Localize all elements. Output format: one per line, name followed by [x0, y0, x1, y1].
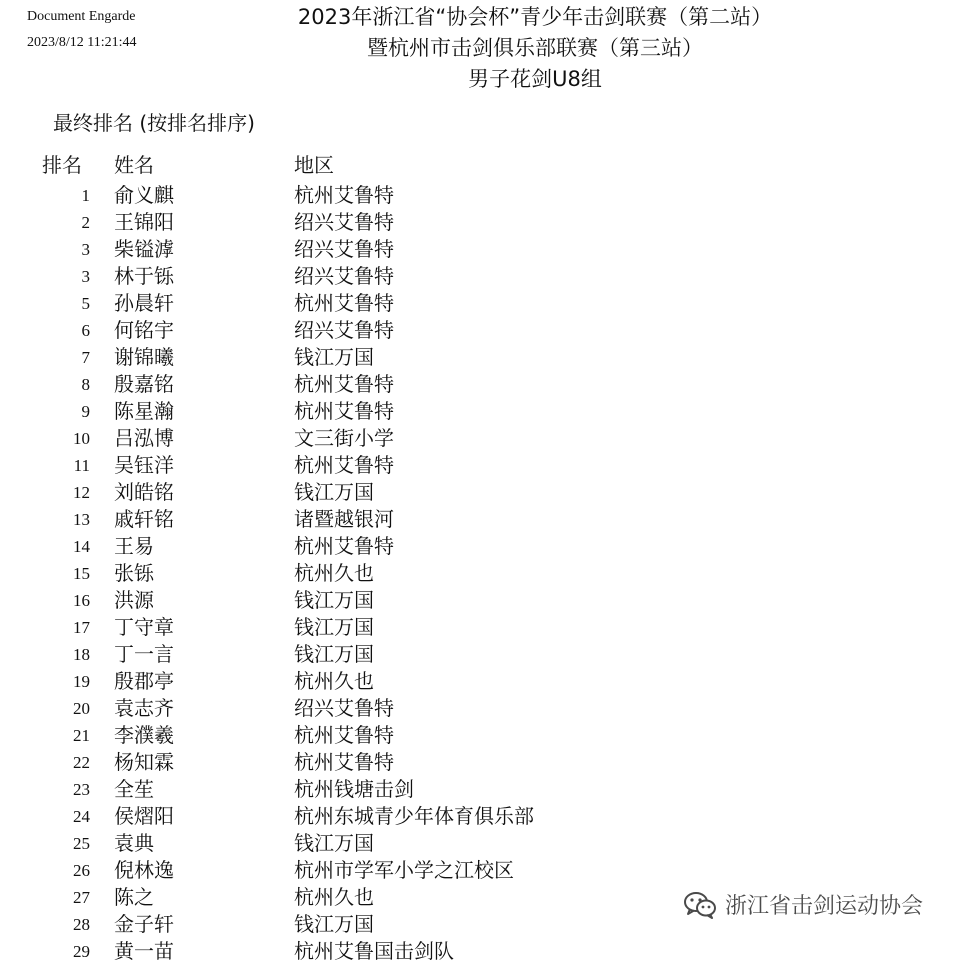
name-cell: 黄一苗 [114, 939, 174, 963]
region-cell: 杭州艾鲁国击剑队 [294, 939, 454, 963]
region-cell: 杭州久也 [294, 669, 374, 693]
table-row [0, 803, 953, 830]
rank-cell: 18 [73, 645, 90, 664]
region-cell: 钱江万国 [294, 615, 374, 639]
header-region: 地区 [294, 153, 334, 177]
rank-cell: 10 [73, 429, 90, 448]
name-cell: 陈星瀚 [114, 399, 174, 423]
table-row [0, 668, 953, 695]
rank-cell: 7 [81, 348, 90, 367]
name-cell: 丁一言 [114, 642, 174, 666]
title-line-1: 2023年浙江省“协会杯”青少年击剑联赛（第二站） [297, 5, 773, 29]
name-cell: 袁志齐 [114, 696, 174, 720]
rank-cell: 11 [73, 456, 90, 475]
rank-cell: 3 [81, 240, 90, 259]
table-row [0, 506, 953, 533]
rank-cell: 12 [73, 483, 90, 502]
name-cell: 丁守章 [114, 615, 174, 639]
report-datetime: 2023/8/12 11:21:44 [27, 35, 137, 50]
table-row [0, 641, 953, 668]
table-row [0, 614, 953, 641]
region-cell: 诸暨越银河 [294, 507, 394, 531]
table-row [0, 533, 953, 560]
name-cell: 张铄 [114, 561, 154, 585]
table-row [0, 479, 953, 506]
table-row [0, 182, 953, 209]
table-row [0, 857, 953, 884]
rank-cell: 3 [81, 267, 90, 286]
table-row [0, 371, 953, 398]
name-cell: 全苼 [114, 777, 154, 801]
table-header [0, 150, 953, 182]
rank-cell: 5 [81, 294, 90, 313]
rank-cell: 26 [73, 861, 90, 880]
ranking-table [0, 150, 953, 965]
rank-cell: 19 [73, 672, 90, 691]
name-cell: 李濮羲 [114, 723, 174, 747]
region-cell: 杭州艾鲁特 [294, 723, 394, 747]
wechat-icon [683, 891, 717, 919]
table-row [0, 749, 953, 776]
rank-cell: 23 [73, 780, 90, 799]
table-row [0, 560, 953, 587]
rank-cell: 25 [73, 834, 90, 853]
region-cell: 杭州久也 [294, 885, 374, 909]
region-cell: 绍兴艾鲁特 [294, 318, 394, 342]
name-cell: 杨知霖 [114, 750, 174, 774]
rank-cell: 21 [73, 726, 90, 745]
table-row [0, 263, 953, 290]
name-cell: 殷嘉铭 [114, 372, 174, 396]
ranking-subtitle: 最终排名 (按排名排序) [53, 111, 255, 135]
name-cell: 王锦阳 [114, 210, 174, 234]
name-cell: 林于铄 [114, 264, 174, 288]
name-cell: 俞义麒 [114, 183, 174, 207]
watermark [683, 889, 923, 920]
rank-cell: 24 [73, 807, 90, 826]
table-row [0, 695, 953, 722]
rank-cell: 2 [81, 213, 90, 232]
name-cell: 戚轩铭 [114, 507, 174, 531]
table-row [0, 209, 953, 236]
name-cell: 袁典 [114, 831, 154, 855]
rank-cell: 22 [73, 753, 90, 772]
rank-cell: 6 [81, 321, 90, 340]
header-rank: 排名 [42, 153, 82, 177]
name-cell: 侯熠阳 [114, 804, 174, 828]
name-cell: 金子轩 [114, 912, 174, 936]
region-cell: 杭州市学军小学之江校区 [294, 858, 514, 882]
name-cell: 何铭宇 [114, 318, 174, 342]
table-row [0, 587, 953, 614]
table-body [0, 182, 953, 965]
document-title [200, 2, 870, 95]
name-cell: 吴钰洋 [114, 453, 174, 477]
name-cell: 吕泓博 [114, 426, 174, 450]
rank-cell: 14 [73, 537, 90, 556]
region-cell: 钱江万国 [294, 642, 374, 666]
watermark-text: 浙江省击剑运动协会 [724, 894, 923, 919]
title-line-3: 男子花剑U8组 [468, 67, 602, 91]
region-cell: 杭州艾鲁特 [294, 291, 394, 315]
name-cell: 孙晨轩 [114, 291, 174, 315]
title-line-2: 暨杭州市击剑俱乐部联赛（第三站） [367, 36, 703, 60]
rank-cell: 15 [73, 564, 90, 583]
region-cell: 绍兴艾鲁特 [294, 237, 394, 261]
region-cell: 杭州久也 [294, 561, 374, 585]
region-cell: 杭州艾鲁特 [294, 399, 394, 423]
region-cell: 钱江万国 [294, 480, 374, 504]
rank-cell: 1 [81, 186, 90, 205]
name-cell: 殷郡亭 [114, 669, 174, 693]
region-cell: 钱江万国 [294, 831, 374, 855]
region-cell: 杭州艾鲁特 [294, 534, 394, 558]
region-cell: 杭州艾鲁特 [294, 750, 394, 774]
region-cell: 杭州艾鲁特 [294, 183, 394, 207]
name-cell: 洪源 [114, 588, 154, 612]
rank-cell: 16 [73, 591, 90, 610]
region-cell: 钱江万国 [294, 588, 374, 612]
software-name: Document Engarde [27, 9, 136, 24]
name-cell: 刘皓铭 [114, 480, 174, 504]
rank-cell: 29 [73, 942, 90, 961]
table-row [0, 425, 953, 452]
header-name: 姓名 [114, 153, 154, 177]
name-cell: 柴镒滹 [114, 237, 174, 261]
rank-cell: 28 [73, 915, 90, 934]
table-row [0, 398, 953, 425]
name-cell: 陈之 [114, 885, 154, 909]
region-cell: 杭州钱塘击剑 [294, 777, 414, 801]
table-row [0, 236, 953, 263]
table-row [0, 938, 953, 965]
rank-cell: 13 [73, 510, 90, 529]
table-row [0, 776, 953, 803]
region-cell: 文三街小学 [294, 426, 394, 450]
region-cell: 绍兴艾鲁特 [294, 210, 394, 234]
region-cell: 钱江万国 [294, 345, 374, 369]
table-row [0, 317, 953, 344]
table-row [0, 830, 953, 857]
region-cell: 杭州艾鲁特 [294, 372, 394, 396]
rank-cell: 17 [73, 618, 90, 637]
table-row [0, 722, 953, 749]
region-cell: 绍兴艾鲁特 [294, 264, 394, 288]
rank-cell: 9 [81, 402, 90, 421]
table-row [0, 290, 953, 317]
name-cell: 倪林逸 [114, 858, 174, 882]
name-cell: 谢锦曦 [114, 345, 174, 369]
table-row [0, 344, 953, 371]
region-cell: 钱江万国 [294, 912, 374, 936]
region-cell: 绍兴艾鲁特 [294, 696, 394, 720]
region-cell: 杭州东城青少年体育俱乐部 [294, 804, 534, 828]
rank-cell: 27 [73, 888, 90, 907]
table-row [0, 452, 953, 479]
rank-cell: 20 [73, 699, 90, 718]
name-cell: 王易 [114, 534, 154, 558]
region-cell: 杭州艾鲁特 [294, 453, 394, 477]
rank-cell: 8 [81, 375, 90, 394]
